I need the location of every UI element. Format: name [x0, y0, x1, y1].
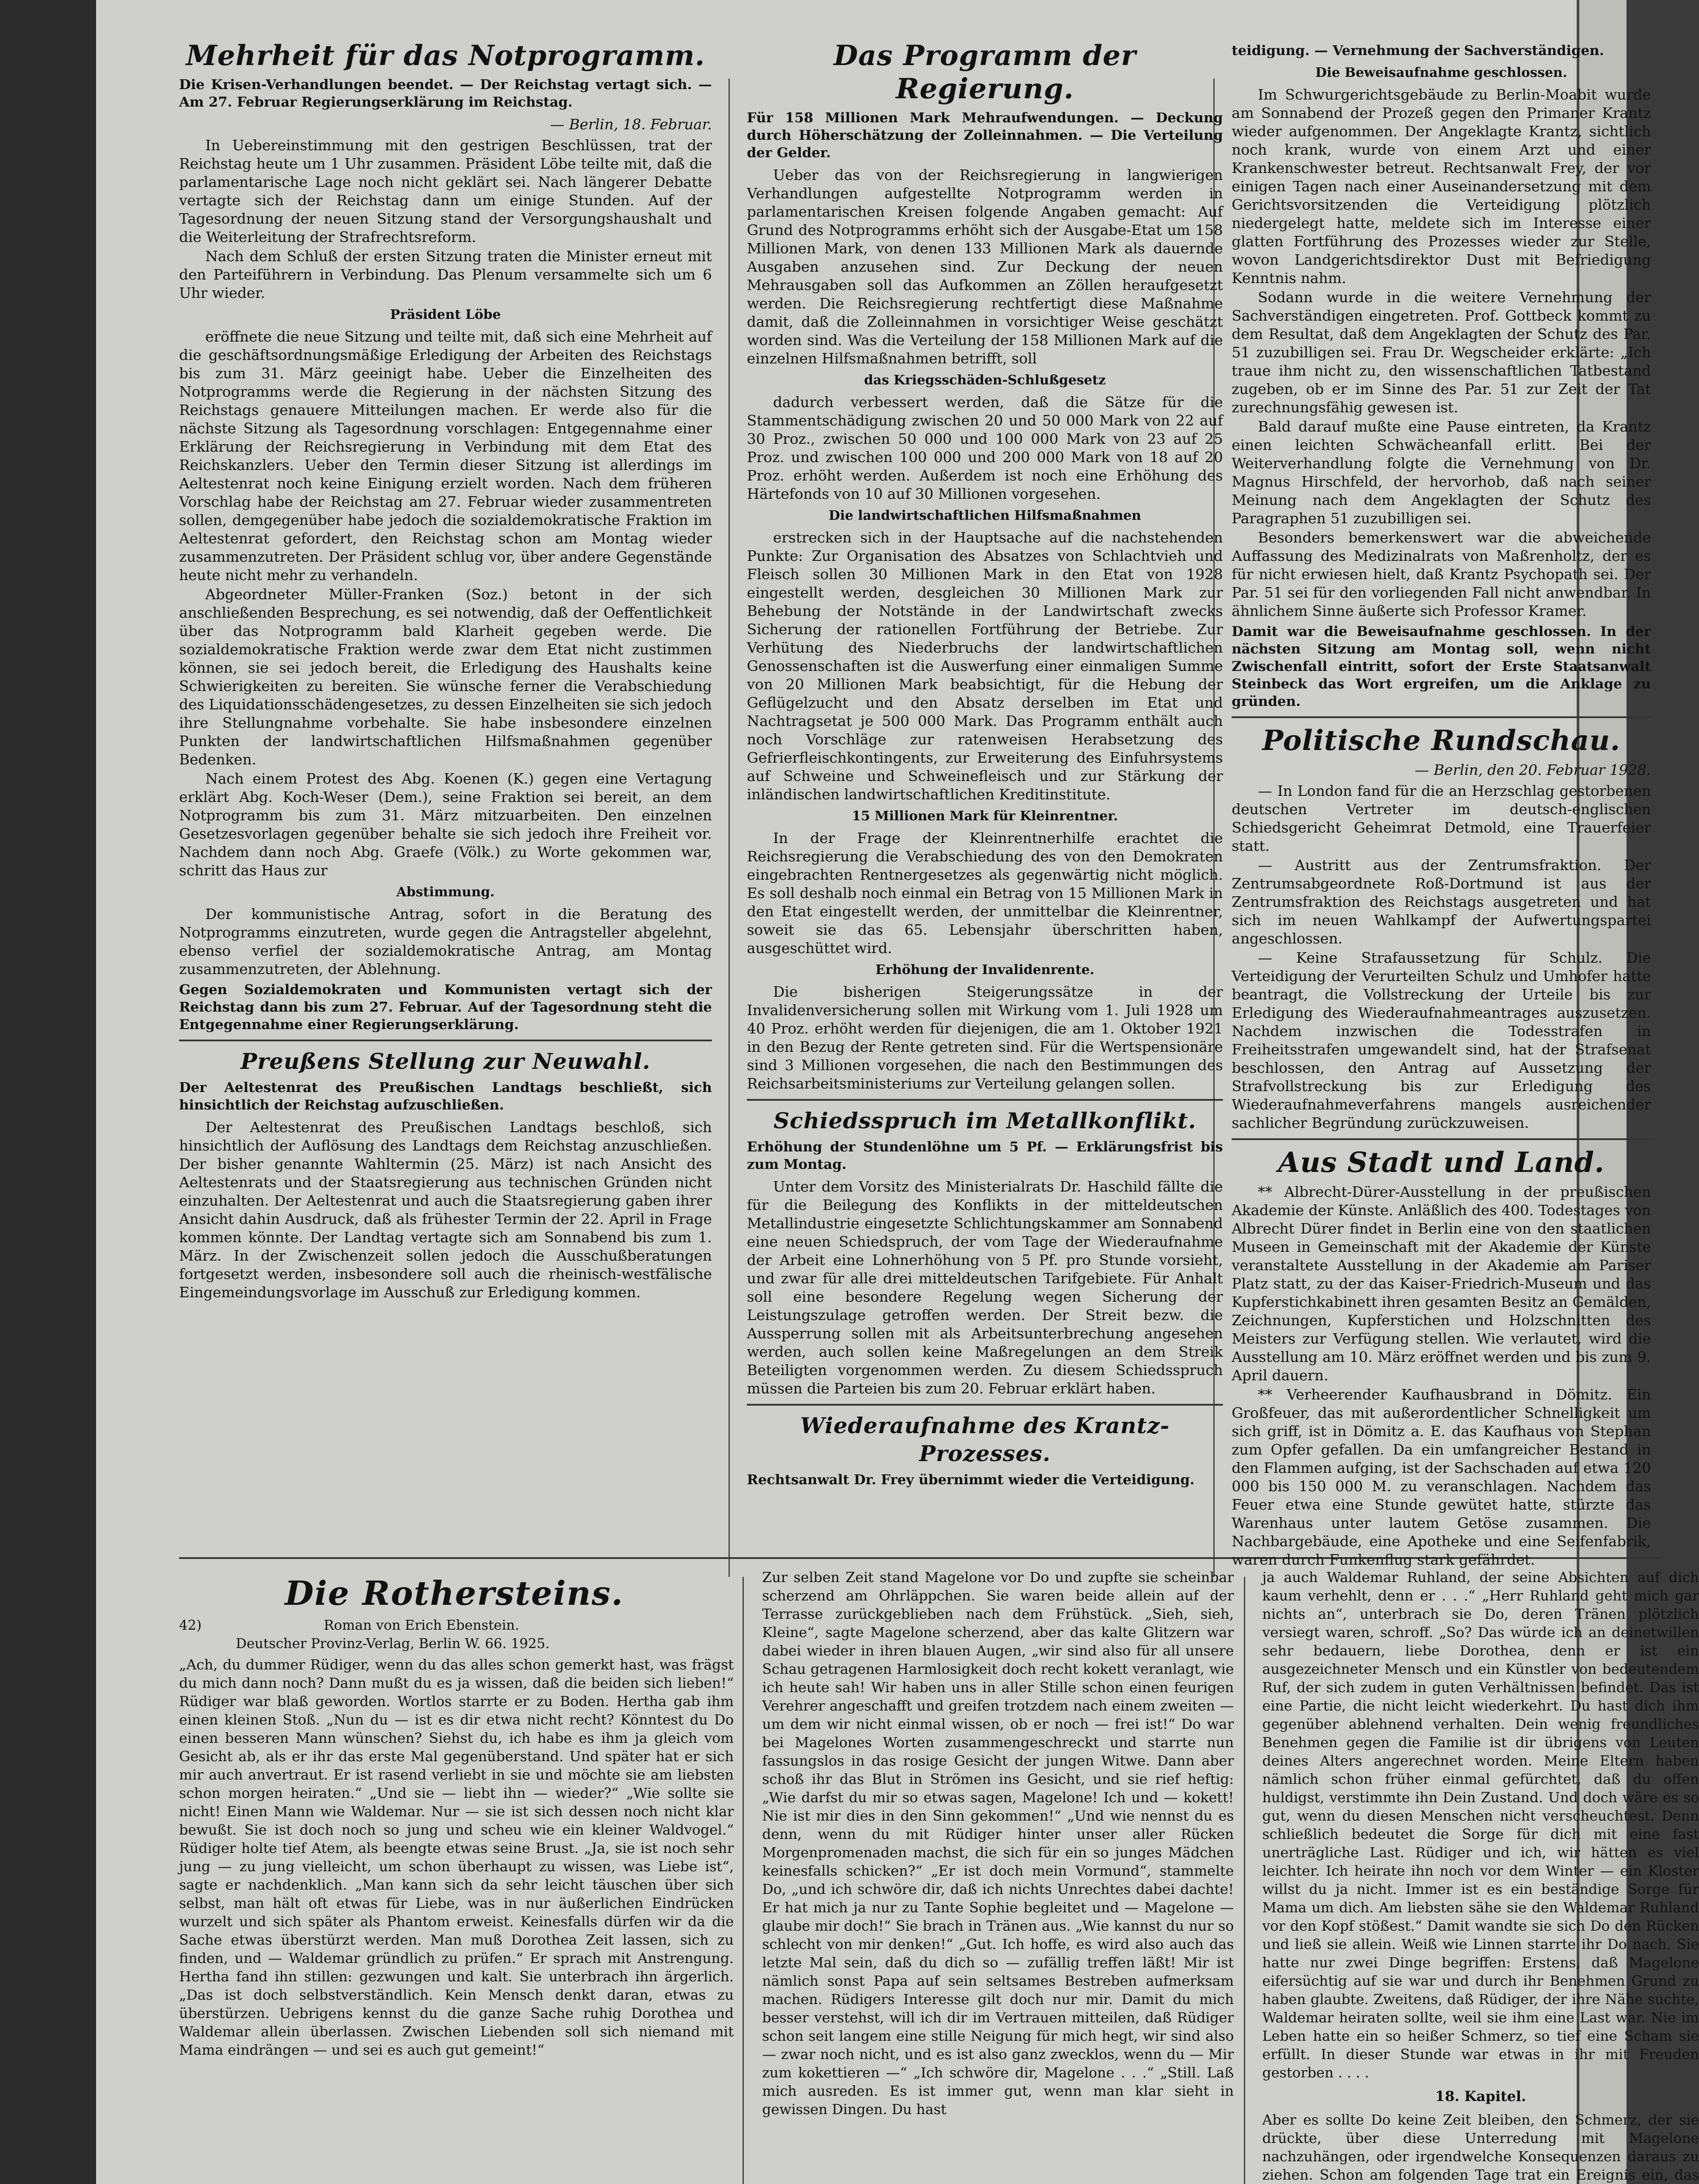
paragraph: Nach einem Protest des Abg. Koenen (K.) gegen eine Vertagung erklärt Abg. Koch-Weser (Dem.), seine Fraktion sei bereit, an dem Notprogramm bis zum 31. März mitzuarbeiten. Den einzelnen Gesetzesvorlagen gegenüber behalte sie sich jedoch ihre Freiheit vor. Nachdem dann noch Abg. Graefe (Völk.) zu Worte gekommen war, schritt das Haus zur — [179, 770, 712, 879]
lead: Erhöhung der Stundenlöhne um 5 Pf. — Erklärungsfrist bis zum Montag. — [747, 1139, 1223, 1172]
paragraph: Bald darauf mußte eine Pause eintreten, da Krantz einen leichten Schwächeanfall erlitt. Bei der Weiterverhandlung folgte die Vernehmung von Dr. Magnus Hirschfeld, der hervorhob, daß nach seiner Meinung nach dem Angeklagten der Schutz des Paragraphen 51 zuzubilligen sei. — [1232, 418, 1651, 527]
serial-text: Aber es sollte Do keine Zeit bleiben, den Schmerz, der sie drückte, über diese Unterredung mit Magelone nachzuhängen, oder irgendwelche Konsequenzen daraus zu ziehen. Schon am folgenden Tage trat ein Ereignis ein, das — [1262, 2111, 1699, 2183]
dateline: — Berlin, den 20. Februar 1928. — [1415, 761, 1651, 778]
paragraph: In der Frage der Kleinrentnerhilfe erachtet die Reichsregierung die Verabschiedung des von den Demokraten eingebrachten Rentnergesetzes als gegenwärtig nicht möglich. Es soll deshalb noch einmal ein Betrag von 15 Millionen Mark in den Etat eingestellt werden, der unmittelbar die Kleinrentner, soweit sie das 65. Lebensjahr überschritten haben, ausgeschüttet wird. — [747, 829, 1223, 957]
subheading: Die Beweisaufnahme geschlossen. — [1315, 65, 1568, 80]
page-content — [87, 39, 1699, 2184]
serial-column-2: Zur selben Zeit stand Magelone vor Do und zupfte sie scheinbar scherzend am Ohrläppchen. Sie waren beide allein auf der Terrasse zurückgeblieben nach dem Frühstück. „Sieh, sieh, Kleine“, sagte Magelone scherzend, aber das kalte Glitzern war dabei wieder in ihren blauen Augen, „wir sind also für all unsere Schau getragenen Harmlosigkeit doch recht kokett veranlagt, wie ich heute sah! Wir haben uns in aller Stille schon einen feurigen Verehrer angeschafft und greifen trotzdem nach einem zweiten — um dem wir nicht einmal wissen, ob er noch — frei ist!“ Do war bei Magelones Worten zusammengeschreckt und starrte nun fassungslos in das rosige Gesicht der jungen Witwe. Dann aber schoß ihr das Blut in Strömen ins Gesicht, und sie rief heftig: „Wie darfst du mir so etwas sagen, Magelone! Ich und — kokett! Nie ist mir dies in den Sinn gekommen!“ „Und wie nennst du es denn, wenn du mit Rüdiger hinter unser aller Rücken Morgenpromenaden machst, die sich für ein so junges Mädchen keinesfalls schicken?“ „Er ist doch mein Vormund“, stammelte Do, „und ich schwöre dir, daß ich nichts Unrechtes dabei dachte! Er hat mich ja nur zu Tante Sophie begleitet und — Magelone — glaube mir doch!“ Sie brach in Tränen aus. „Wie kannst du nur so schlecht von mir denken!“ „Gut. Ich hoffe, es wird also auch das letzte Mal sein, daß du dich so — zufällig treffen läßt! Mir ist nämlich sonst Papa auf sein seltsames Bestreben aufmerksam machen. Rüdigers Interesse gilt doch nur mir. Damit du mich besser verstehst, will ich dir im Vertrauen mitteilen, daß Rüdiger schon seit langem eine stille Neigung für mich hegt, wir sind also — zwar noch nicht, und es ist also ganz zwecklos, wenn du — Mir zum kokettieren —“ „Ich schwöre dir, Magelone . . .“ „Still. Laß mich ausreden. Es ist immer gut, wenn man klar sieht in gewissen Dingen. Du hast — [762, 1569, 1234, 2118]
column-3 — [1232, 39, 1651, 1570]
rule — [1232, 1138, 1651, 1140]
paragraph: Nach dem Schluß der ersten Sitzung traten die Minister erneut mit den Parteiführern in Verbindung. Das Plenum versammelte sich um 6 Uhr wieder. — [179, 248, 712, 301]
lead: Gegen Sozialdemokraten und Kommunisten vertagt sich der Reichstag dann bis zum 27. Februar. Auf der Tagesordnung steht die Entgegennahme einer Regierungserklärung. — [179, 982, 712, 1033]
subheading: Abstimmung. — [396, 885, 495, 900]
paragraph: Ueber das von der Reichsregierung in langwierigen Verhandlungen aufgestellte Notprogramm werden in parlamentarischen Kreisen folgende Angaben gemacht: Auf Grund des Notprogramms erhöht sich der Ausgabe-Etat um 158 Millionen Mark, von denen 133 Millionen Mark als dauernde Ausgaben anzusehen sind. Zur Deckung der neuen Mehrausgaben soll das Aufkommen an Zöllen heraufgesetzt werden. Die Reichsregierung rechtfertigt diese Maßnahme damit, daß die Zolleinnahmen in vorsichtiger Weise geschätzt worden sind. Was die Verteilung der 158 Millionen Mark auf die einzelnen Hilfsmaßnahmen betrifft, soll — [747, 166, 1223, 367]
headline-notprogramm: Mehrheit für das Notprogramm. — [186, 39, 705, 72]
paragraph: Die bisherigen Steigerungssätze in der Invalidenversicherung sollen mit Wirkung vom 1. Juli 1928 um 40 Proz. erhöht werden für diejenigen, die am 1. Oktober 1921 in den Bezug der Rente getreten sind. Für die Wertspensionäre sind 3 Millionen vorgesehen, die nach den Bestimmungen des Reichsarbeitsministeriums zur Verteilung gelangen sollen. — [747, 983, 1223, 1092]
paragraph: Im Schwurgerichtsgebäude zu Berlin-Moabit wurde am Sonnabend der Prozeß gegen den Primaner Krantz wieder aufgenommen. Der Angeklagte Krantz, sichtlich noch krank, wurde von einem Arzt und einer Krankenschwester betreut. Rechtsanwalt Frey, der vor einigen Tagen nach einer Auseinandersetzung mit dem Gerichtsvorsitzenden die Verteidigung plötzlich niedergelegt hatte, meldete sich im Interesse einer glatten Fortführung des Prozesses wieder zur Stelle, wovon Landgerichtsdirektor Dust mit Befriedigung Kenntnis nahm. — [1232, 86, 1651, 287]
paragraph: — Keine Strafaussetzung für Schulz. Die Verteidigung der Verurteilten Schulz und Umhofer hatte beantragt, die Vollstreckung der Urteile bis zur Erledigung des Wiederaufnahmeantrages auszusetzen. Nachdem inzwischen die Todesstrafen in Freiheitsstrafen umgewandelt sind, hat der Strafsenat beschlossen, den Antrag auf Aussetzung der Strafvollstreckung bis zur Erledigung des Wiederaufnahmeverfahrens mangels ausreichender sachlicher Begründung zurückzuweisen. — [1232, 949, 1651, 1131]
rule — [179, 1040, 712, 1041]
serial-publisher: Deutscher Provinz-Verlag, Berlin W. 66. 1925. — [235, 1636, 550, 1652]
paragraph: ** Verheerender Kaufhausbrand in Dömitz. Ein Großfeuer, das mit außerordentlicher Schnelligkeit um sich griff, ist in Dömitz a. E. das Kaufhaus von Stephan zum Opfer gefallen. Da ein umfangreicher Bestand in den Flammen aufging, ist der Sachschaden auf etwa 120 000 bis 150 000 M. zu veranschlagen. Nachdem das Feuer etwa eine Stunde gewütet hatte, stürzte das Warenhaus unter lautem Getöse zusammen. Die Nachbargebäude, eine Apotheke und eine Seifenfabrik, waren durch Funkenflug stark gefährdet. — [1232, 1386, 1651, 1568]
column-2 — [747, 39, 1223, 1493]
scan-margin-left — [0, 0, 96, 2184]
paragraph: Der kommunistische Antrag, sofort in die Beratung des Notprogramms einzutreten, wurde gegen die Antragsteller abgelehnt, ebenso verfiel der sozialdemokratische Antrag, am Montag zusammenzutreten, der Ablehnung. — [179, 905, 712, 978]
lead: teidigung. — Vernehmung der Sachverständigen. — [1232, 43, 1604, 59]
subheading: Die landwirtschaftlichen Hilfsmaßnahmen — [829, 508, 1141, 523]
headline-schiedsspruch: Schiedsspruch im Metallkonflikt. — [774, 1108, 1196, 1133]
rule — [1232, 716, 1651, 718]
column-rule — [742, 1577, 744, 2184]
headline-programm: Das Programm der Regierung. — [833, 39, 1136, 105]
serial-text: ja auch Waldemar Ruhland, der seine Absichten auf dich kaum verhehlt, denn er . . .“ „Herr Ruhland geht mich gar nichts an“, unterbrach sie Do, deren Tränen plötzlich versiegt waren, schroff. „So? Das würde ich an deinetwillen sehr bedauern, liebe Dorothea, denn er ist ein ausgezeichneter Mensch und ein Künstler von bedeutendem Ruf, der sich zudem in guten Verhältnissen befindet. Das ist eine Partie, die nicht leicht wiederkehrt. Du hast dich ihm gegenüber ablehnend verhalten. Dein wenig freundliches Benehmen gegen die Familie ist dir übrigens von Leuten deines Alters angerechnet worden. Meine Eltern haben nämlich schon früher einmal gefürchtet, daß du offen huldigst, verstimmte ihn Dein Zustand. Und doch wäre es so gut, wenn du diesen Menschen nicht verscheuchtest. Denn schließlich bedeutet die Sorge für dich mit eine fast unerträgliche Last. Rüdiger und ich, wir hätten es viel leichter. Ich heirate ihn noch vor dem Winter — ein Kloster willst du ja nicht. Immer ist es ein beständige Sorge für Mama um dich. Am liebsten sähe sie den Waldemar Ruhland vor den Kopf stößest.“ Damit wandte sie sich Do den Rücken und ließ sie allein. Weiß wie Linnen starrte ihr Do nach. Sie hatte nur zwei Dinge begriffen: Erstens, daß Magelone eifersüchtig auf sie war und durch ihr Benehmen Grund zu haben glaubte. Zweitens, daß Rüdiger, der ihre Nähe suchte, Waldemar heiraten sollte, weil sie ihm eine Last war. Nie im Leben hatte ein so heißer Schmerz, so tief eine Scham sie erfüllt. In dieser Stunde war etwas in ihr mit Freuden gestorben . . . . — [1262, 1569, 1699, 2081]
serial-title: Die Rothersteins. — [285, 1574, 624, 1613]
serial-byline: Roman von Erich Ebenstein. — [324, 1617, 519, 1633]
lead: Die Krisen-Verhandlungen beendet. — Der Reichstag vertagt sich. — Am 27. Februar Regierungserklärung im Reichstag. — [179, 77, 712, 110]
paragraph: Unter dem Vorsitz des Ministerialrats Dr. Haschild fällte die für die Beilegung des Konflikts in der mitteldeutschen Metallindustrie eingesetzte Schlichtungskammer am Sonnabend eine neuen Schiedspruch, der vom Tage der Wiederaufnahme der Arbeit eine Lohnerhöhung von 5 Pf. pro Stunde vorsieht, und zwar für alle drei mitteldeutschen Tarifgebiete. Für Anhalt soll eine besondere Regelung wegen Sicherung der Leistungszulage getroffen werden. Der Streit bezw. die Aussperrung sollen mit als Arbeitsunterbrechung angesehen werden, auch sollen keine Maßregelungen an dem Streik Beteiligten vorgenommen werden. Zu diesem Schiedsspruch müssen die Parteien bis zum 20. Februar erklärt haben. — [747, 1178, 1223, 1397]
chapter-heading: 18. Kapitel. — [1435, 2088, 1526, 2105]
paragraph: eröffnete die neue Sitzung und teilte mit, daß sich eine Mehrheit auf die geschäftsordnungsmäßige Erledigung der Arbeiten des Reichstags bis zum 31. März geeinigt habe. Ueber die Einzelheiten des Notprogramms werde die Regierung in der nächsten Sitzung des Reichstags genauere Mitteilungen machen. Er werde also für die nächste Sitzung als Tagesordnung vorschlagen: Entgegennahme einer Erklärung der Reichsregierung in Verbindung mit dem Etat des Reichskanzlers. Ueber den Termin dieser Sitzung ist allerdings im Aeltestenrat noch keine Einigung erzielt worden. Nach dem früheren Vorschlag habe der Reichstag am 27. Februar wieder zusammentreten sollen, demgegenüber habe jedoch die sozialdemokratische Fraktion im Aeltestenrat gefordert, den Reichstag schon am Montag wieder zusammenzutreten. Der Präsident schlug vor, über andere Gegenstände heute nicht mehr zu verhandeln. — [179, 328, 712, 584]
column-rule — [729, 79, 730, 1577]
serial-info — [179, 1616, 729, 1653]
paragraph: Abgeordneter Müller-Franken (Soz.) betont in der sich anschließenden Besprechung, es sei notwendig, daß der Oeffentlichkeit über das Notprogramm bald Klarheit gegeben werde. Die sozialdemokratische Fraktion werde zwar dem Etat nicht zustimmen können, sie sei jedoch bereit, die Erledigung des Haushalts keine Schwierigkeiten zu bereiten. Sie wünsche ferner die Verabschiedung des Liquidationsschädengesetzes, zu dessen Einzelheiten sie sich jedoch ihre Stellungnahme vorbehalte. Sie habe insbesondere einzelnen Punkten der landwirtschaftlichen Hilfsmaßnahmen gegenüber Bedenken. — [179, 586, 712, 768]
rule — [747, 1099, 1223, 1101]
headline-stadt-land: Aus Stadt und Land. — [1278, 1146, 1605, 1179]
lead: Rechtsanwalt Dr. Frey übernimmt wieder die Verteidigung. — [747, 1472, 1195, 1488]
paragraph: Besonders bemerkenswert war die abweichende Auffassung des Medizinalrats von Maßrenholtz, der es für nicht erwiesen hielt, daß Krantz Psychopath sei. Der Par. 51 sei für den vorliegenden Fall nicht anwendbar. In ähnlichem Sinne äußerte sich Professor Kramer. — [1232, 529, 1651, 619]
headline-krantz: Wiederaufnahme des Krantz-Prozesses. — [800, 1413, 1170, 1466]
paragraph: Der Aeltestenrat des Preußischen Landtags beschloß, sich hinsichtlich der Auflösung des Landtags dem Reichstag anzuschließen. Der bisher genannte Wahltermin (25. März) ist nach Ansicht des Aeltestenrats und der Staatsregierung aus technischen Gründen nicht einzuhalten. Der Aeltestenrat und auch die Staatsregierung gaben ihrer Ansicht dahin Ausdruck, daß als frühester Termin der 22. April in Frage kommen könnte. Der Landtag vertagte sich am Sonnabend bis zum 1. März. In der Zwischenzeit sollen jedoch die Ausschußberatungen fortgesetzt werden, insbesondere soll auch die rheinisch-westfälische Eingemeindungsvorlage im Ausschuß zur Erledigung kommen. — [179, 1119, 712, 1301]
paragraph: In Uebereinstimmung mit den gestrigen Beschlüssen, trat der Reichstag heute um 1 Uhr zusammen. Präsident Löbe teilte mit, daß die parlamentarische Lage noch nicht geklärt sei. Nach längerer Debatte vertagte sich der Reichstag dann um einige Stunden. Auf der Tagesordnung der neuen Sitzung stand der Versorgungshaushalt und die Weiterleitung der Strafrechtsreform. — [179, 137, 712, 245]
lead: Der Aeltestenrat des Preußischen Landtags beschließt, sich hinsichtlich der Reichstag aufzuschließen. — [179, 1080, 712, 1113]
paragraph: — Austritt aus der Zentrumsfraktion. Der Zentrumsabgeordnete Roß-Dortmund ist aus der Zentrumsfraktion des Reichstags ausgetreten und hat sich im neuen Wahlkampf der Aufwertungspartei angeschlossen. — [1232, 857, 1651, 947]
paragraph: dadurch verbessert werden, daß die Sätze für die Stammentschädigung zwischen 20 und 50 000 Mark von 22 auf 30 Proz., zwischen 50 000 und 100 000 Mark von 23 auf 25 Proz. und zwischen 100 000 und 200 000 Mark von 18 auf 20 Proz. erhöht werden. Außerdem ist noch eine Erhöhung des Härtefonds von 10 auf 30 Millionen vorgesehen. — [747, 394, 1223, 502]
paragraph: Sodann wurde in die weitere Vernehmung der Sachverständigen eingetreten. Prof. Gottbeck kommt zu dem Resultat, daß dem Angeklagten der Schutz des Par. 51 zuzubilligen sei. Frau Dr. Wegscheider erklärte: „Ich traue ihm nicht zu, den wissenschaftlichen Tatbestand zugeben, ob er im Sinne des Par. 51 zur Zeit der Tat zurechnungsfähig gewesen ist. — [1232, 289, 1651, 416]
subheading: Präsident Löbe — [390, 307, 501, 322]
subheading: Erhöhung der Invalidenrente. — [875, 962, 1095, 978]
column-1 — [179, 39, 712, 1303]
dateline: — Berlin, 18. Februar. — [550, 116, 712, 133]
serial-number: 42) — [179, 1617, 202, 1633]
column-rule — [1244, 1577, 1245, 2184]
lead: Damit war die Beweisaufnahme geschlossen. In der nächsten Sitzung am Montag soll, wenn nicht Zwischenfall eintritt, sofort der Erste Staatsanwalt Steinbeck das Wort ergreifen, um die Anklage zu gründen. — [1232, 624, 1651, 709]
lead: Für 158 Millionen Mark Mehraufwendungen. — Deckung durch Höherschätzung der Zolleinnahmen. — Die Verteilung der Gelder. — [747, 110, 1223, 161]
rule — [747, 1404, 1223, 1406]
subheading: das Kriegsschäden-Schlußgesetz — [864, 373, 1106, 388]
paragraph: erstrecken sich in der Hauptsache auf die nachstehenden Punkte: Zur Organisation des Absatzes von Schlachtvieh und Fleisch sollen 30 Millionen Mark in den Etat von 1928 eingestellt werden, desgleichen 30 Millionen Mark zur Behebung der Notstände in der Landwirtschaft zwecks Sicherung der rationellen Fortführung der Betriebe. Zur Verhütung des Niederbruchs der landwirtschaftlichen Genossenschaften ist die Auswerfung einer einmaligen Summe von 20 Millionen Mark beabsichtigt, für die Hebung der Geflügelzucht und den Absatz derselben im Etat und Nachtragsetat je 500 000 Mark. Das Programm enthält auch noch Vorschläge zur ratenweisen Herabsetzung des Gefrierfleischkontingents, zur Erweiterung des Einfuhrsystems auf Schweine und Schweinefleisch und zur Stärkung der inländischen landwirtschaftlichen Kreditinstitute. — [747, 529, 1223, 803]
serial-column-1: „Ach, du dummer Rüdiger, wenn du das alles schon gemerkt hast, was frägst du mich dann noch? Dann mußt du es ja wissen, daß die beiden sich lieben!“ Rüdiger war blaß geworden. Wortlos starrte er zu Boden. Hertha gab ihm einen kleinen Stoß. „Nun du — ist es dir etwa nicht recht? Könntest du Do einen besseren Mann wünschen? Siehst du, ich habe es ihm ja gleich vom Gesicht ab, als er ihr das erste Mal gegenüberstand. Und später hat er sich mir auch anvertraut. Er ist rasend verliebt in sie und möchte sie am liebsten schon morgen heiraten.“ „Und sie — liebt ihn — wieder?“ „Wie sollte sie nicht! Einen Mann wie Waldemar. Nur — sie ist sich dessen noch nicht klar bewußt. Sie ist doch noch so jung und scheu wie ein kleiner Waldvogel.“ Rüdiger holte tief Atem, als beengte etwas seine Brust. „Ja, sie ist noch sehr jung — zu jung vielleicht, um schon überhaupt zu wissen, was Liebe ist“, sagte er nachdenklich. „Man kann sich da sehr leicht täuschen über sich selbst, man hält oft etwas für Liebe, was in nur äußerlichen Eindrücken wurzelt und sich später als Phantom erweist. Keinesfalls dürfen wir da die Sache etwas überstürzt werden. Man muß Dorothea Zeit lassen, sich zu finden, und — Waldemar gründlich zu prüfen.“ Er sprach mit Anstrengung. Hertha fand ihn stillen: gezwungen und kalt. Sie unterbrach ihn ärgerlich. „Das ist doch selbstverständlich. Kein Mensch denkt daran, etwas zu überstürzen. Uebrigens kennst du die ganze Sache ruhig Dorothea und Waldemar allein überlassen. Zwischen Liebenden soll sich niemand mit Mama eindrängen — und sei es auch gut gemeint!“ — [179, 1656, 734, 2058]
paragraph: — In London fand für die an Herzschlag gestorbenen deutschen Vertreter im deutsch-englischen Schiedsgericht Geheimrat Detmold, eine Trauerfeier statt. — [1232, 782, 1651, 854]
subheading: 15 Millionen Mark für Kleinrentner. — [852, 809, 1118, 824]
headline-rundschau: Politische Rundschau. — [1262, 724, 1620, 757]
serial-column-3 — [1262, 1568, 1699, 2184]
paragraph: ** Albrecht-Dürer-Ausstellung in der preußischen Akademie der Künste. Anläßlich des 400. Todestages von Albrecht Dürer findet in Berlin eine von den staatlichen Museen in Gemeinschaft mit der Akademie der Künste veranstaltete Ausstellung in der Akademie am Pariser Platz statt, zu der das Kaiser-Friedrich-Museum und das Kupferstichkabinett ihren gesamten Besitz an Gemälden, Zeichnungen, Kupferstichen und Holzschnitten des Meisters zur Verfügung stellen. Wie verlautet, wird die Ausstellung am 10. März eröffnet werden und bis zum 9. April dauern. — [1232, 1183, 1651, 1384]
headline-preussen: Preußens Stellung zur Neuwahl. — [240, 1048, 651, 1074]
